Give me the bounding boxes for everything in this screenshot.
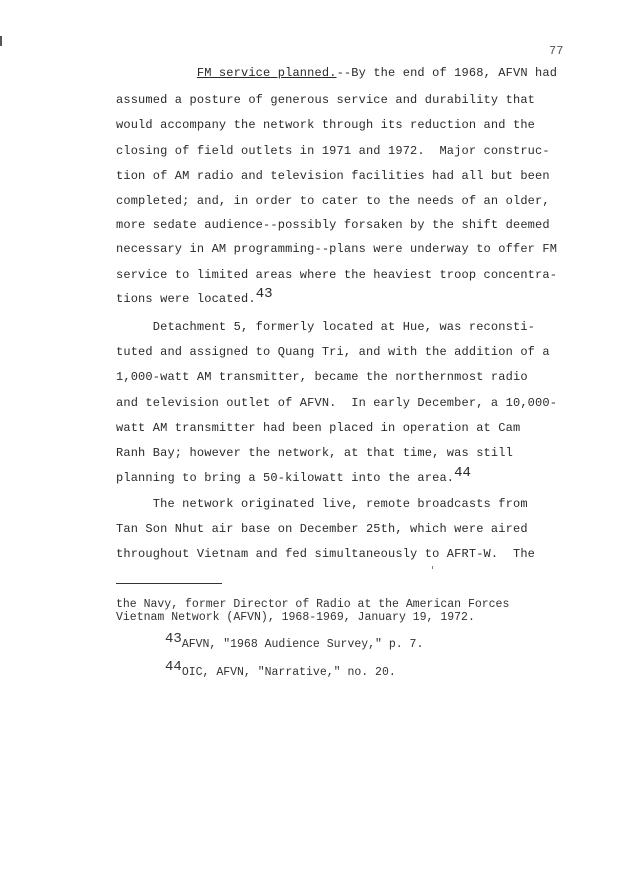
- footnote-continuation-line-1: the Navy, former Director of Radio at the American Forces: [116, 598, 510, 611]
- paragraph-1-line-8: necessary in AM programming--plans were underway to offer FM: [116, 242, 558, 256]
- paragraph-2-line-5: watt AM transmitter had been placed in operation at Cam: [116, 421, 521, 435]
- footnote-44-number: 44: [165, 659, 182, 675]
- footnote-continuation-line-2: Vietnam Network (AFVN), 1968-1969, January 19, 1972.: [116, 611, 475, 624]
- footnote-43-number: 43: [165, 631, 182, 647]
- paragraph-1-line-2: assumed a posture of generous service and durability that: [116, 93, 536, 107]
- paragraph-1-line-3: would accompany the network through its reduction and the: [116, 118, 536, 132]
- paragraph-2-line-7-text: planning to bring a 50-kilowatt into the area.: [116, 471, 455, 485]
- footnote-43: [165, 631, 424, 651]
- paragraph-3-line-2: Tan Son Nhut air base on December 25th, which were aired: [116, 522, 528, 536]
- paragraph-1-line-9: service to limited areas where the heaviest troop concentra-: [116, 268, 558, 282]
- footnote-43-text: AFVN, "1968 Audience Survey," p. 7.: [181, 638, 424, 651]
- paragraph-1-line-1: [116, 66, 564, 80]
- paragraph-1-line-4: closing of field outlets in 1971 and 1972. Major construc-: [116, 144, 550, 158]
- paragraph-1-line-7: more sedate audience--possibly forsaken by the shift deemed: [116, 218, 550, 232]
- paragraph-1-line-5: tion of AM radio and television facilities had all but been: [116, 169, 550, 183]
- paragraph-2-line-4: and television outlet of AFVN. In early December, a 10,000-: [116, 396, 558, 410]
- paragraph-2-line-6: Ranh Bay; however the network, at that time, was still: [116, 446, 513, 460]
- paragraph-2-line-7: [116, 465, 564, 485]
- footnote-ref-43: 43: [255, 286, 273, 302]
- scan-edge-mark: [0, 36, 2, 46]
- paragraph-1-line-10-text: tions were located.: [116, 292, 256, 306]
- footnote-44-text: OIC, AFVN, "Narrative," no. 20.: [181, 666, 396, 679]
- section-heading: FM service planned.: [196, 66, 337, 80]
- page-number: 77: [549, 44, 564, 58]
- paragraph-1-line-1-text: --By the end of 1968, AFVN had: [336, 66, 558, 80]
- paragraph-3-line-3: throughout Vietnam and fed simultaneously to AFRT-W. The: [116, 547, 536, 561]
- paragraph-2-line-3: 1,000-watt AM transmitter, became the northernmost radio: [116, 370, 528, 384]
- paragraph-1-line-10: [116, 286, 564, 306]
- footnote-rule: [116, 583, 222, 584]
- paragraph-1-line-6: completed; and, in order to cater to the needs of an older,: [116, 194, 550, 208]
- paragraph-2-line-1: Detachment 5, formerly located at Hue, was reconsti-: [116, 320, 536, 334]
- paragraph-2-line-2: tuted and assigned to Quang Tri, and with the addition of a: [116, 345, 550, 359]
- footnote-ref-44: 44: [454, 465, 471, 481]
- scan-speck: [432, 566, 433, 569]
- paragraph-3-line-1: The network originated live, remote broadcasts from: [116, 497, 528, 511]
- footnote-44: [165, 659, 396, 679]
